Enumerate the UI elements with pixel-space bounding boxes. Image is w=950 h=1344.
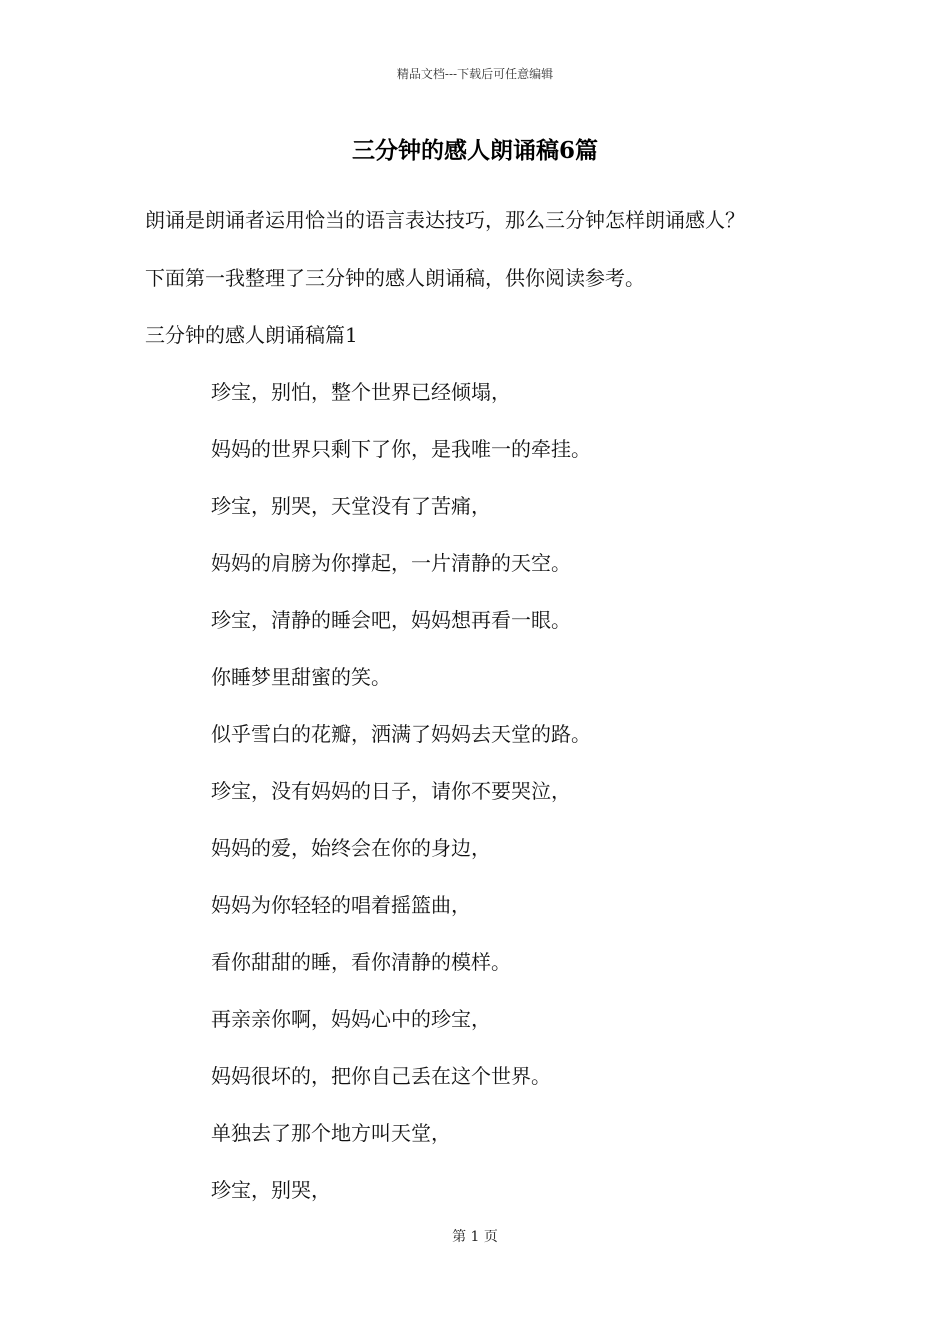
page-header: 精品文档---下载后可任意编辑 [396,67,554,81]
poem-line: 珍宝，别哭， [211,1178,331,1202]
intro-paragraph-line-1: 朗诵是朗诵者运用恰当的语言表达技巧，那么三分钟怎样朗诵感人？ [145,208,745,232]
poem-line: 珍宝，没有妈妈的日子，请你不要哭泣， [211,779,571,803]
poem-line: 似乎雪白的花瓣，洒满了妈妈去天堂的路。 [211,722,591,746]
document-title: 三分钟的感人朗诵稿6篇 [351,137,598,164]
poem-line: 妈妈很坏的，把你自己丢在这个世界。 [211,1064,551,1088]
poem-line: 妈妈的世界只剩下了你，是我唯一的牵挂。 [211,437,591,461]
poem-line: 珍宝，别哭，天堂没有了苦痛， [211,494,491,518]
poem-line: 看你甜甜的睡，看你清静的模样。 [211,950,511,974]
section-heading: 三分钟的感人朗诵稿篇1 [145,323,358,347]
poem-line: 再亲亲你啊，妈妈心中的珍宝， [211,1007,491,1031]
poem-line: 妈妈的肩膀为你撑起，一片清静的天空。 [211,551,571,575]
poem-line: 妈妈为你轻轻的唱着摇篮曲， [211,893,471,917]
poem-line: 珍宝，清静的睡会吧，妈妈想再看一眼。 [211,608,571,632]
page-number: 第 1 页 [452,1229,498,1245]
poem-line: 单独去了那个地方叫天堂， [211,1121,451,1145]
intro-paragraph-line-2: 下面第一我整理了三分钟的感人朗诵稿，供你阅读参考。 [145,266,645,290]
poem-line: 妈妈的爱，始终会在你的身边， [211,836,491,860]
poem-line: 你睡梦里甜蜜的笑。 [211,665,391,689]
poem-line: 珍宝，别怕，整个世界已经倾塌， [211,380,511,404]
